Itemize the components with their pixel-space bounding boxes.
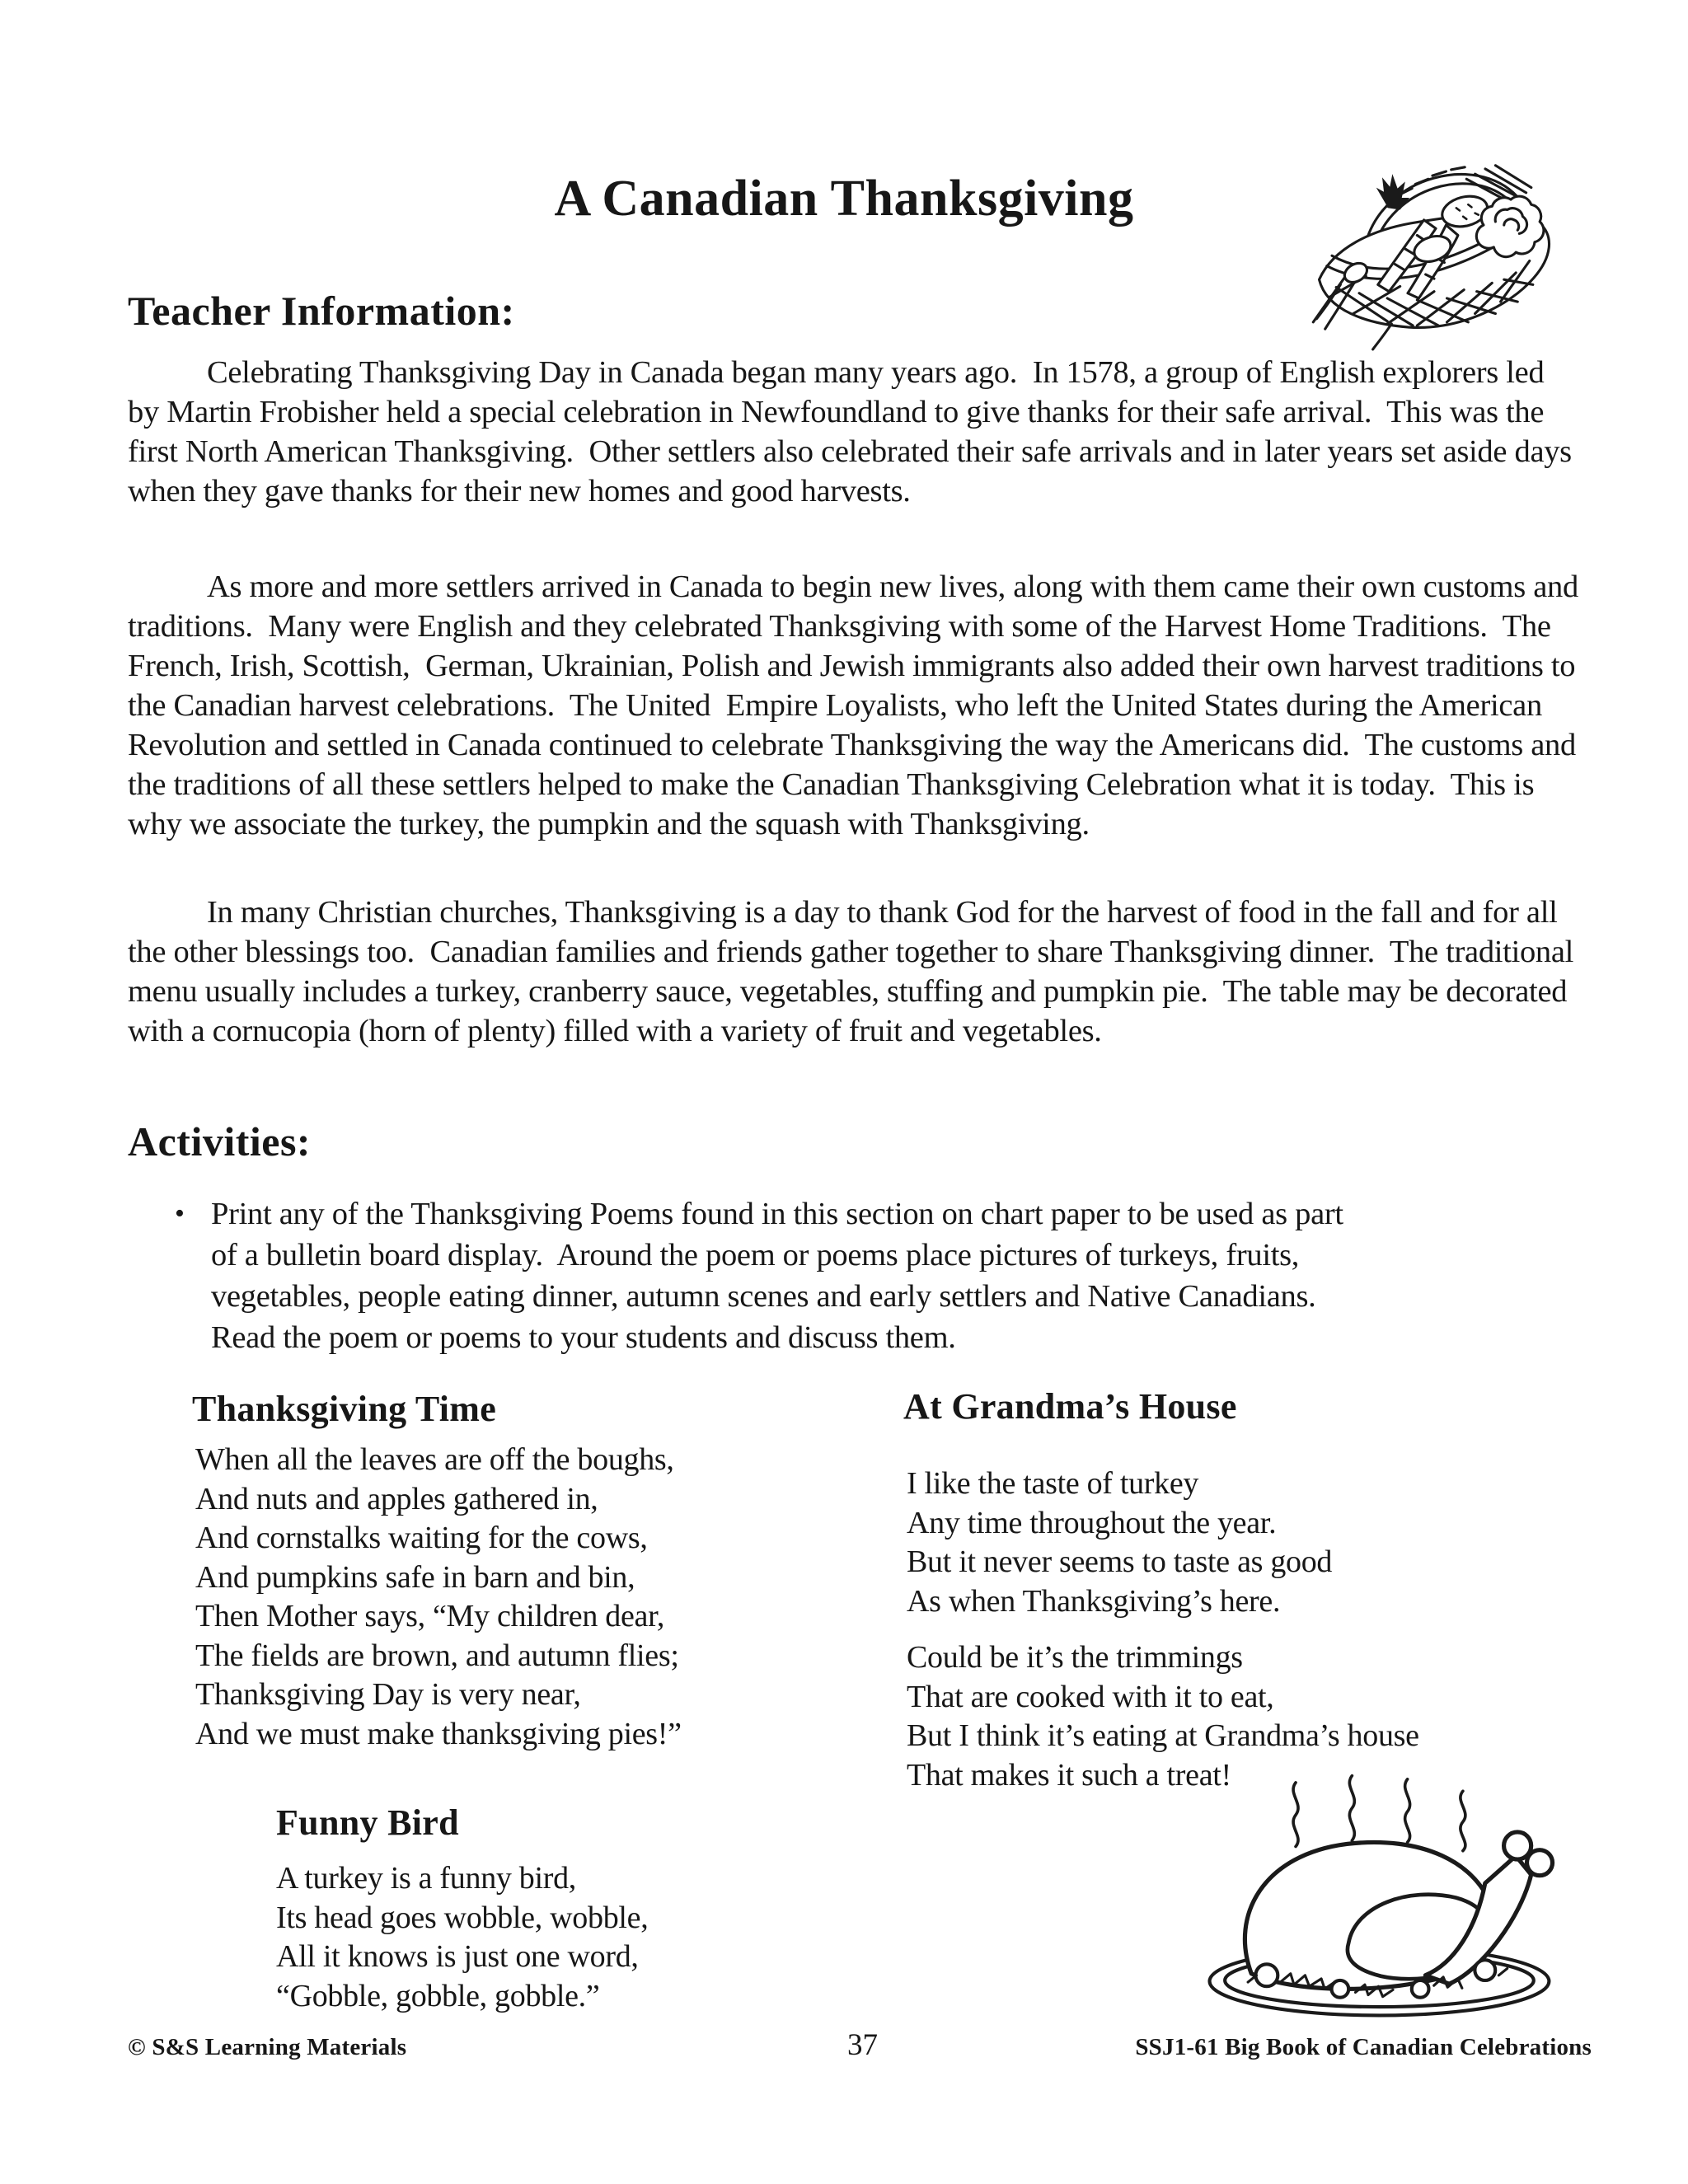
poem-line: But it never seems to taste as good (907, 1544, 1333, 1579)
poem-line: The fields are brown, and autumn flies; (195, 1638, 679, 1673)
poem-title-funny-bird: Funny Bird (276, 1802, 459, 1843)
poem-line: Then Mother says, “My children dear, (195, 1599, 665, 1633)
poem-line: “Gobble, gobble, gobble.” (276, 1978, 600, 2013)
poem-line: As when Thanksgiving’s here. (907, 1583, 1281, 1619)
teacher-info-paragraph-2: As more and more settlers arrived in Canada to begin new lives, along with them came their own customs and traditions. Many were English and they celebrated Thanksgiving with some of the Harvest Home Traditions. The French, Irish, Scottish, German, Ukrainian, Polish and Jewish immigrants also added their own harvest traditions to the Canadian harvest celebrations. The United Empire Loyalists, who left the United States during the American Revolution and settled in Canada continued to celebrate Thanksgiving the way the Americans did. The customs and the traditions of all these settlers helped to make the Canadian Thanksgiving Celebration what it is today. This is why we associate the turkey, the pumpkin and the squash with Thanksgiving. (128, 569, 1587, 841)
teacher-information-heading: Teacher Information: (128, 288, 515, 334)
page-number: 37 (847, 2028, 878, 2062)
poem-line: Could be it’s the trimmings (907, 1640, 1243, 1675)
activities-bullet-item (175, 1193, 1367, 1358)
poem-line: All it knows is just one word, (276, 1939, 639, 1974)
poem-line: That are cooked with it to eat, (907, 1679, 1274, 1714)
poem-line: And we must make thanksgiving pies!” (195, 1716, 682, 1751)
poem-line: A turkey is a funny bird, (276, 1861, 577, 1896)
poem-line: Any time throughout the year. (907, 1505, 1277, 1540)
activities-heading: Activities: (128, 1118, 312, 1165)
teacher-info-paragraph-1: Celebrating Thanksgiving Day in Canada began many years ago. In 1578, a group of English explorers led by Martin Frobisher held a special celebration in Newfoundland to give thanks for their safe arrival. This was the first North American Thanksgiving. Other settlers also celebrated their safe arrivals and in later years set aside days when they gave thanks for their new homes and good harvests. (128, 355, 1580, 509)
poem-title-thanksgiving-time: Thanksgiving Time (192, 1389, 497, 1429)
page-title: A Canadian Thanksgiving (554, 171, 1134, 227)
footer-book-title: SSJ1-61 Big Book of Canadian Celebrations (1135, 2034, 1592, 2060)
poem-line: That makes it such a treat! (907, 1757, 1231, 1793)
poem-thanksgiving-time (195, 1441, 682, 1754)
bullet-icon: • (175, 1198, 185, 1229)
poem-title-at-grandmas-house: At Grandma’s House (903, 1386, 1237, 1427)
poem-line: And nuts and apples gathered in, (195, 1481, 598, 1516)
poem-at-grandmas-house-stanza-1 (907, 1465, 1332, 1621)
poem-line: When all the leaves are off the boughs, (195, 1442, 674, 1477)
activities-bullet-text: Print any of the Thanksgiving Poems found in this section on chart paper to be used as part of a bulletin board display. Around the poem or poems place pictures of turkeys, fruits, vegetables, people eating dinner, autumn scenes and early settlers and Native Canadians. Read the poem or poems to your students and discuss them. (211, 1197, 1352, 1355)
poem-line: And cornstalks waiting for the cows, (195, 1521, 648, 1555)
roast-turkey-icon (1197, 1765, 1564, 2025)
teacher-info-paragraph-3: In many Christian churches, Thanksgiving is a day to thank God for the harvest of food in the fall and for all the other blessings too. Canadian families and friends gather together to share Thanksgiving dinner. The traditional menu usually includes a turkey, cranberry sauce, vegetables, stuffing and pumpkin pie. The table may be decorated with a cornucopia (horn of plenty) filled with a variety of fruit and vegetables. (128, 895, 1582, 1048)
vegetable-basket-icon (1306, 147, 1562, 351)
roast-turkey-illustration (1197, 1765, 1564, 2025)
poem-line: I like the taste of turkey (907, 1466, 1199, 1501)
vegetable-basket-illustration (1306, 147, 1562, 351)
poem-line: But I think it’s eating at Grandma’s house (907, 1718, 1419, 1753)
poem-line: Its head goes wobble, wobble, (276, 1900, 649, 1935)
poem-funny-bird (276, 1859, 648, 2016)
poem-line: And pumpkins safe in barn and bin, (195, 1559, 635, 1595)
footer-copyright: © S&S Learning Materials (128, 2034, 407, 2060)
poem-line: Thanksgiving Day is very near, (195, 1677, 581, 1712)
